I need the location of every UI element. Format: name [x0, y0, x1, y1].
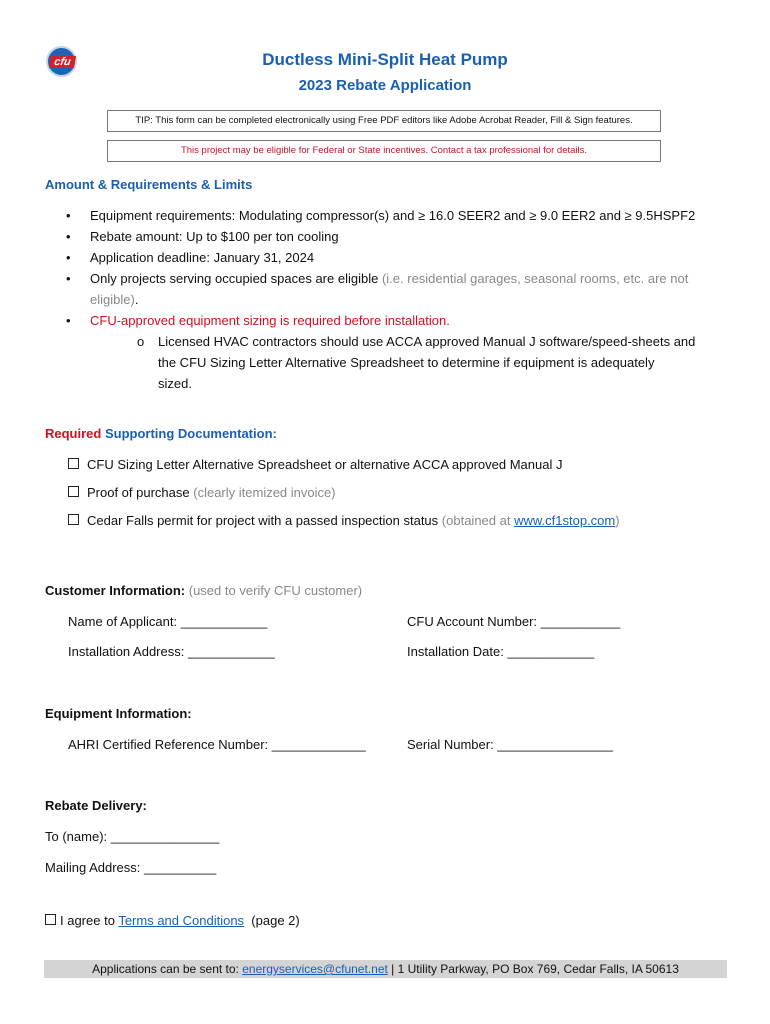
- equipment-heading-label: Equipment Information:: [45, 706, 192, 721]
- occupied-spaces-note-end: eligible): [90, 292, 135, 307]
- applicant-name-field[interactable]: Name of Applicant: ____________: [68, 614, 268, 629]
- doc-item-note-end: ): [615, 513, 620, 528]
- email-link[interactable]: energyservices@cfunet.net: [242, 962, 388, 976]
- doc-item-sizing: [68, 454, 562, 475]
- customer-heading: [45, 580, 362, 601]
- equipment-heading: [45, 703, 192, 724]
- footer-address: | 1 Utility Parkway, PO Box 769, Cedar Falls, IA 50613: [391, 962, 679, 976]
- bullet-marker: •: [66, 313, 71, 328]
- bullet-marker: •: [66, 229, 71, 244]
- form-title: Ductless Mini-Split Heat Pump: [262, 50, 508, 69]
- period: .: [134, 292, 139, 307]
- terms-link[interactable]: Terms and Conditions: [118, 913, 245, 928]
- installation-address-field[interactable]: Installation Address: ____________: [68, 644, 275, 659]
- delivery-heading: [45, 795, 147, 816]
- occupied-spaces-note: (i.e. residential garages, seasonal rooms, etc. are not: [381, 271, 689, 286]
- cf1stop-link[interactable]: www.cf1stop.com: [514, 513, 616, 528]
- delivery-to-field[interactable]: To (name): _______________: [45, 829, 220, 844]
- agree-suffix: (page 2): [251, 913, 300, 928]
- sizing-detail-line-1: Licensed HVAC contractors should use ACCA approved Manual J software/speed-sheets and: [158, 334, 696, 349]
- requirement-deadline: Application deadline: January 31, 2024: [90, 250, 315, 265]
- installation-date-field[interactable]: Installation Date: ____________: [407, 644, 595, 659]
- amount-heading: Amount & Requirements & Limits: [45, 177, 253, 192]
- footer-bar: [44, 960, 727, 978]
- form-subtitle: 2023 Rebate Application: [298, 77, 472, 94]
- doc-item-label: Proof of purchase: [87, 485, 190, 500]
- sizing-letter-checkbox[interactable]: [68, 458, 79, 469]
- bullet-marker: •: [66, 250, 71, 265]
- docs-heading-required: Required: [45, 426, 102, 441]
- permit-checkbox[interactable]: [68, 514, 79, 525]
- docs-heading-supporting: Supporting Documentation:: [104, 426, 277, 441]
- agree-row: [45, 910, 300, 931]
- requirement-occupied-spaces: [90, 268, 688, 289]
- docs-heading: [45, 426, 277, 441]
- doc-item-label: Cedar Falls permit for project with a passed inspection status: [87, 513, 439, 528]
- proof-of-purchase-checkbox[interactable]: [68, 486, 79, 497]
- incentive-notice-box: This project may be eligible for Federal or State incentives. Contact a tax professional for details.: [107, 140, 661, 162]
- occupied-spaces-note-cont: [90, 289, 138, 310]
- requirement-sizing: CFU-approved equipment sizing is required before installation.: [90, 313, 450, 328]
- requirement-equipment: Equipment requirements: Modulating compressor(s) and ≥ 16.0 SEER2 and ≥ 9.0 EER2 and ≥ 9.5HSPF2: [90, 208, 696, 223]
- customer-heading-label: Customer Information:: [45, 583, 186, 598]
- cfu-logo-text: cfu: [49, 56, 76, 68]
- requirement-rebate-amount: Rebate amount: Up to $100 per ton cooling: [90, 229, 339, 244]
- doc-item-permit: [68, 510, 620, 531]
- doc-item-note: (obtained at: [441, 513, 511, 528]
- customer-heading-note: (used to verify CFU customer): [188, 583, 363, 598]
- delivery-heading-label: Rebate Delivery:: [45, 798, 147, 813]
- tip-box: TIP: This form can be completed electronically using Free PDF editors like Adobe Acrobat Reader, Fill & Sign features.: [107, 110, 661, 132]
- bullet-marker: •: [66, 208, 71, 223]
- serial-number-field[interactable]: Serial Number: ________________: [407, 737, 613, 752]
- sub-bullet-marker: o: [137, 334, 145, 349]
- agree-prefix: I agree to: [60, 913, 115, 928]
- sizing-detail-line-3: sized.: [158, 376, 192, 391]
- bullet-marker: •: [66, 271, 71, 286]
- doc-item-label: CFU Sizing Letter Alternative Spreadsheet or alternative ACCA approved Manual J: [87, 457, 563, 472]
- account-number-field[interactable]: CFU Account Number: ___________: [407, 614, 621, 629]
- ahri-number-field[interactable]: AHRI Certified Reference Number: _____________: [68, 737, 366, 752]
- mailing-address-field[interactable]: Mailing Address: __________: [45, 860, 217, 875]
- sizing-detail-line-2: the CFU Sizing Letter Alternative Spreadsheet to determine if equipment is adequately: [158, 355, 655, 370]
- occupied-spaces-text: Only projects serving occupied spaces are eligible: [90, 271, 379, 286]
- doc-item-note: (clearly itemized invoice): [193, 485, 336, 500]
- footer-prefix: Applications can be sent to:: [92, 962, 239, 976]
- agree-checkbox[interactable]: [45, 914, 56, 925]
- doc-item-proof: [68, 482, 336, 503]
